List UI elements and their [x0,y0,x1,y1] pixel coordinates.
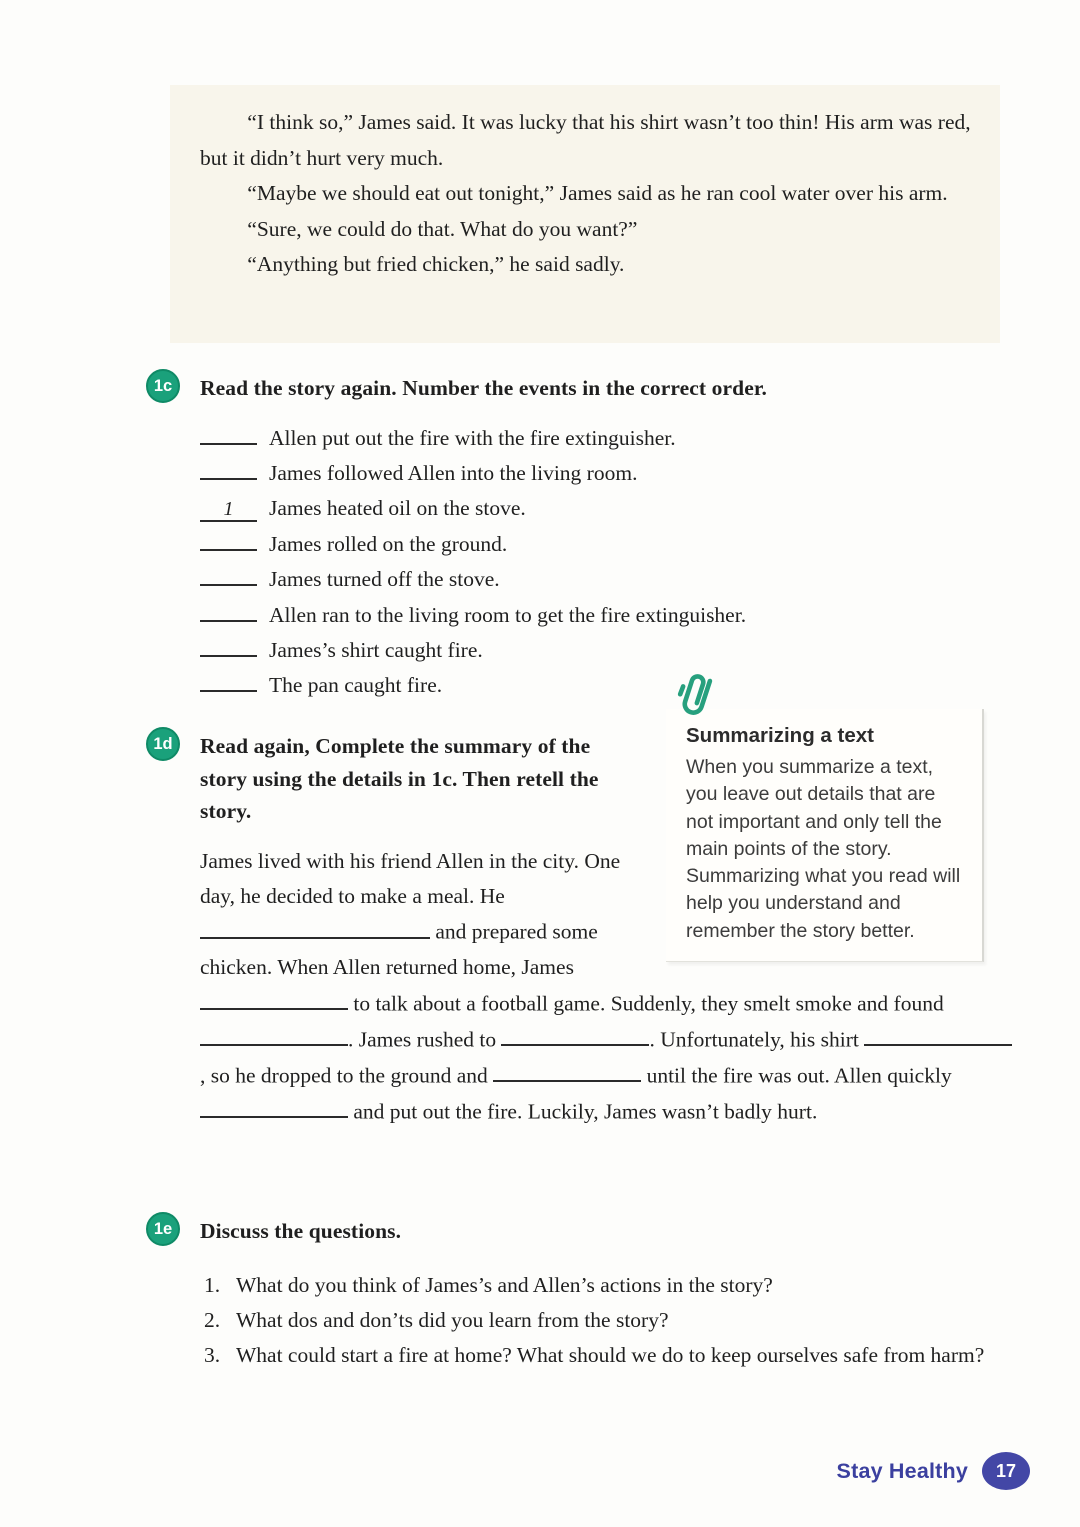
story-paragraph: “Maybe we should eat out tonight,” James said as he ran cool water over his arm. [247,181,948,205]
section-1c-header [146,369,1014,405]
tip-box-title: Summarizing a text [686,724,874,747]
section-1c [146,369,1014,704]
event-text: James followed Allen into the living room. [269,460,638,485]
question-number: 3. [204,1343,221,1368]
summary-blank [493,1058,641,1083]
event-item [200,598,1014,633]
event-text: The pan caught fire. [269,673,443,698]
discussion-question [204,1338,1014,1373]
event-text: James turned off the stove. [269,567,500,592]
discussion-question-list [204,1268,1014,1374]
order-number-blank: 1 [200,498,257,522]
summary-blank [200,1022,348,1047]
section-1c-badge: 1c [146,369,180,403]
section-1d-badge: 1d [146,727,180,761]
story-paragraph: “Anything but fried chicken,” he said sadly. [247,252,625,276]
event-item [200,633,1014,668]
section-1e [146,1212,1014,1374]
event-item [200,527,1014,562]
discussion-question [204,1303,1014,1338]
question-text: What could start a fire at home? What should we do to keep ourselves safe from harm? [236,1343,985,1368]
summary-fill-in-paragraph: James lived with his friend Allen in the city. One day, he decided to make a meal. He and prepared some chicken. When Allen returned home, James to talk about a football game. Suddenly, they smelt smoke and found . James rushed to . Unfortunately, his shirt , so he dropped to the ground and until the fire was out. Allen quickly and put out the fire. Luckily, James wasn’t badly hurt. [200,844,1014,1130]
event-item [200,456,1014,491]
event-item [200,562,1014,597]
section-1e-title: Discuss the questions. [200,1219,402,1243]
page-footer [837,1452,1030,1490]
question-text: What dos and don’ts did you learn from the story? [236,1307,669,1332]
question-text: What do you think of James’s and Allen’s actions in the story? [236,1272,773,1297]
event-ordering-list [200,421,1014,704]
section-1d-header [146,727,646,828]
event-text: James rolled on the ground. [269,531,508,556]
question-number: 1. [204,1272,221,1297]
order-number-blank [200,620,257,622]
section-1e-badge: 1e [146,1212,180,1246]
summary-blank [200,986,348,1011]
tip-box [666,709,984,962]
order-number-blank [200,478,257,480]
story-paragraph: “I think so,” James said. It was lucky that his shirt wasn’t too thin! His arm was red, but it didn’t hurt very much. [200,110,971,170]
question-number: 2. [204,1307,221,1332]
order-number-blank [200,549,257,551]
order-number-blank [200,584,257,586]
section-1c-title: Read the story again. Number the events in the correct order. [200,376,767,400]
event-text: James’s shirt caught fire. [269,637,483,662]
page-number-badge: 17 [982,1452,1030,1490]
order-number-blank [200,443,257,445]
event-text: James heated oil on the stove. [269,496,526,521]
section-1e-header [146,1212,1014,1248]
section-1d-title: Read again, Complete the summary of the story using the details in 1c. Then retell the story. [200,734,599,823]
order-number-blank [200,655,257,657]
tip-box-container [666,665,984,962]
order-number-blank [200,690,257,692]
tip-box-body: When you summarize a text, you leave out details that are not important and only tell the main points of the story. Summarizing what you read will help you understand and remember the story better. [686,756,961,942]
section-1d [146,724,1014,1130]
event-text: Allen put out the fire with the fire extinguisher. [269,425,676,450]
story-excerpt-box [170,85,1000,343]
event-item [200,421,1014,456]
event-item [200,491,1014,526]
event-text: Allen ran to the living room to get the fire extinguisher. [269,602,747,627]
story-paragraph: “Sure, we could do that. What do you want?” [247,216,638,241]
summary-blank [501,1022,649,1047]
unit-label: Stay Healthy [836,1458,968,1483]
discussion-question [204,1268,1014,1303]
summary-blank [200,914,430,939]
summary-blank [864,1022,1012,1047]
summary-blank [200,1094,348,1119]
